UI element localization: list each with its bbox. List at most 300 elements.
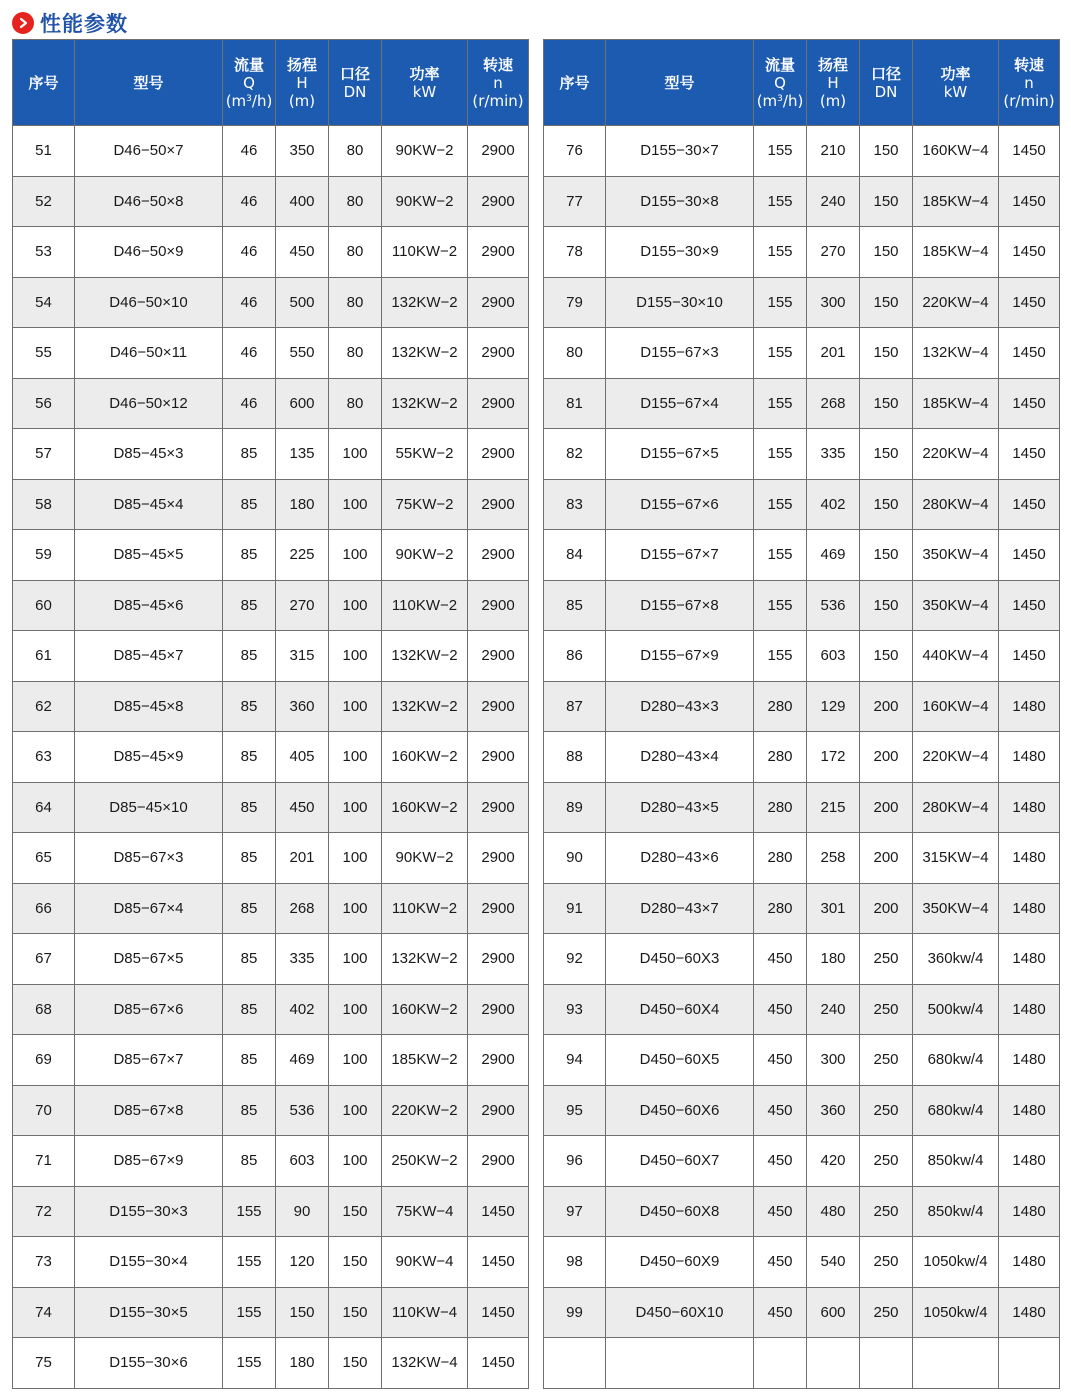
- cell-head: [807, 1338, 860, 1389]
- cell-diameter: 100: [329, 883, 382, 934]
- cell-flow: 155: [223, 1237, 276, 1288]
- cell-speed: 1450: [999, 227, 1060, 278]
- cell-flow: 155: [223, 1186, 276, 1237]
- cell-head: 335: [276, 934, 329, 985]
- cell-power: 350KW−4: [913, 530, 999, 581]
- cell-model: D85−67×7: [75, 1035, 223, 1086]
- table-row: [544, 681, 1060, 732]
- cell-speed: 2900: [468, 580, 529, 631]
- cell-flow: 85: [223, 631, 276, 682]
- cell-model: D155−30×5: [75, 1287, 223, 1338]
- cell-diameter: 150: [860, 176, 913, 227]
- table-row: [544, 227, 1060, 278]
- cell-seq: 55: [13, 328, 75, 379]
- cell-head: 600: [276, 378, 329, 429]
- cell-head: 201: [276, 833, 329, 884]
- cell-head: 603: [807, 631, 860, 682]
- cell-speed: 2900: [468, 1035, 529, 1086]
- cell-head: 90: [276, 1186, 329, 1237]
- cell-model: D155−67×7: [606, 530, 754, 581]
- cell-head: 300: [807, 1035, 860, 1086]
- cell-head: 335: [807, 429, 860, 480]
- cell-diameter: 200: [860, 681, 913, 732]
- cell-flow: 46: [223, 277, 276, 328]
- cell-head: 315: [276, 631, 329, 682]
- cell-seq: 88: [544, 732, 606, 783]
- cell-power: 132KW−4: [382, 1338, 468, 1389]
- cell-power: 185KW−4: [913, 227, 999, 278]
- cell-power: 220KW−2: [382, 1085, 468, 1136]
- cell-flow: 85: [223, 479, 276, 530]
- cell-flow: 85: [223, 580, 276, 631]
- cell-diameter: 250: [860, 1287, 913, 1338]
- cell-power: 90KW−2: [382, 176, 468, 227]
- cell-speed: 1450: [999, 429, 1060, 480]
- cell-seq: 70: [13, 1085, 75, 1136]
- cell-speed: 2900: [468, 378, 529, 429]
- cell-diameter: 150: [860, 530, 913, 581]
- cell-speed: 1480: [999, 934, 1060, 985]
- cell-flow: 280: [754, 883, 807, 934]
- cell-seq: 87: [544, 681, 606, 732]
- cell-power: 90KW−4: [382, 1237, 468, 1288]
- cell-flow: 450: [754, 1237, 807, 1288]
- cell-head: 201: [807, 328, 860, 379]
- cell-diameter: 100: [329, 1136, 382, 1187]
- header-speed: 转速 n (r/min): [468, 40, 529, 126]
- cell-model: D46−50×9: [75, 227, 223, 278]
- table-row: [13, 277, 529, 328]
- cell-power: 132KW−2: [382, 328, 468, 379]
- table-row: [544, 934, 1060, 985]
- cell-power: 850kw/4: [913, 1186, 999, 1237]
- cell-head: 180: [276, 1338, 329, 1389]
- cell-seq: [544, 1338, 606, 1389]
- cell-head: 360: [807, 1085, 860, 1136]
- cell-speed: 1480: [999, 681, 1060, 732]
- cell-seq: 66: [13, 883, 75, 934]
- table-row: [544, 782, 1060, 833]
- cell-head: 180: [807, 934, 860, 985]
- cell-speed: 2900: [468, 681, 529, 732]
- spec-table-right: [543, 39, 1060, 1389]
- cell-flow: 450: [754, 1186, 807, 1237]
- cell-head: 600: [807, 1287, 860, 1338]
- cell-flow: 46: [223, 328, 276, 379]
- header-flow: 流量 Q $(m^3/h)$: [223, 40, 276, 126]
- cell-model: D46−50×10: [75, 277, 223, 328]
- cell-seq: 63: [13, 732, 75, 783]
- cell-head: 270: [807, 227, 860, 278]
- cell-head: 469: [276, 1035, 329, 1086]
- cell-power: 160KW−2: [382, 732, 468, 783]
- cell-diameter: 250: [860, 1186, 913, 1237]
- cell-diameter: 250: [860, 984, 913, 1035]
- cell-speed: 2900: [468, 530, 529, 581]
- cell-head: 180: [276, 479, 329, 530]
- cell-diameter: 150: [860, 429, 913, 480]
- table-row: [13, 681, 529, 732]
- cell-diameter: 150: [860, 378, 913, 429]
- cell-seq: 97: [544, 1186, 606, 1237]
- cell-speed: 1480: [999, 984, 1060, 1035]
- cell-flow: 155: [754, 328, 807, 379]
- cell-model: D450−60X3: [606, 934, 754, 985]
- cell-diameter: 100: [329, 732, 382, 783]
- cell-flow: 155: [754, 227, 807, 278]
- cell-model: D155−67×4: [606, 378, 754, 429]
- cell-power: 160KW−4: [913, 126, 999, 177]
- cell-power: 90KW−2: [382, 126, 468, 177]
- cell-diameter: 100: [329, 1035, 382, 1086]
- cell-head: 402: [276, 984, 329, 1035]
- cell-head: 210: [807, 126, 860, 177]
- cell-speed: 2900: [468, 328, 529, 379]
- cell-model: D46−50×8: [75, 176, 223, 227]
- table-row: [13, 782, 529, 833]
- cell-model: D280−43×7: [606, 883, 754, 934]
- cell-power: 110KW−2: [382, 883, 468, 934]
- cell-diameter: 80: [329, 328, 382, 379]
- cell-power: 132KW−2: [382, 378, 468, 429]
- table-row: [544, 126, 1060, 177]
- cell-model: D85−45×6: [75, 580, 223, 631]
- header-head: 扬程 H (m): [276, 40, 329, 126]
- table-row: [13, 1237, 529, 1288]
- cell-model: D85−67×6: [75, 984, 223, 1035]
- cell-speed: 1450: [999, 328, 1060, 379]
- header-head: 扬程 H (m): [807, 40, 860, 126]
- cell-model: D155−67×3: [606, 328, 754, 379]
- cell-flow: 46: [223, 176, 276, 227]
- cell-speed: 2900: [468, 429, 529, 480]
- cell-seq: 58: [13, 479, 75, 530]
- cell-power: 110KW−2: [382, 227, 468, 278]
- cell-speed: 1450: [468, 1338, 529, 1389]
- cell-model: D450−60X10: [606, 1287, 754, 1338]
- cell-speed: 2900: [468, 1136, 529, 1187]
- cell-diameter: 250: [860, 1085, 913, 1136]
- cell-model: D155−67×9: [606, 631, 754, 682]
- cell-power: 55KW−2: [382, 429, 468, 480]
- cell-model: D85−45×5: [75, 530, 223, 581]
- cell-speed: 1480: [999, 1237, 1060, 1288]
- cell-model: D280−43×3: [606, 681, 754, 732]
- cell-seq: 85: [544, 580, 606, 631]
- header-diameter: 口径 DN: [860, 40, 913, 126]
- header-seq: 序号: [13, 40, 75, 126]
- cell-seq: 71: [13, 1136, 75, 1187]
- cell-diameter: 150: [329, 1186, 382, 1237]
- cell-model: D85−67×9: [75, 1136, 223, 1187]
- cell-flow: 85: [223, 984, 276, 1035]
- cell-flow: [754, 1338, 807, 1389]
- cell-seq: 56: [13, 378, 75, 429]
- table-row: [544, 176, 1060, 227]
- cell-model: D450−60X6: [606, 1085, 754, 1136]
- cell-flow: 280: [754, 833, 807, 884]
- cell-seq: 68: [13, 984, 75, 1035]
- cell-power: 350KW−4: [913, 580, 999, 631]
- cell-power: 500kw/4: [913, 984, 999, 1035]
- cell-diameter: 100: [329, 833, 382, 884]
- cell-power: 440KW−4: [913, 631, 999, 682]
- header-flow: 流量 Q $(m^3/h)$: [754, 40, 807, 126]
- cell-diameter: 250: [860, 934, 913, 985]
- table-row: [544, 580, 1060, 631]
- cell-diameter: 80: [329, 227, 382, 278]
- table-row: [544, 631, 1060, 682]
- cell-model: D280−43×6: [606, 833, 754, 884]
- cell-speed: 1480: [999, 833, 1060, 884]
- header-diameter: 口径 DN: [329, 40, 382, 126]
- cell-seq: 65: [13, 833, 75, 884]
- cell-head: 215: [807, 782, 860, 833]
- cell-speed: 1450: [999, 176, 1060, 227]
- cell-power: 850kw/4: [913, 1136, 999, 1187]
- spec-table-left: [12, 39, 529, 1389]
- table-row: [544, 277, 1060, 328]
- cell-head: 135: [276, 429, 329, 480]
- cell-power: 132KW−4: [913, 328, 999, 379]
- cell-seq: 90: [544, 833, 606, 884]
- cell-power: 160KW−2: [382, 782, 468, 833]
- cell-seq: 57: [13, 429, 75, 480]
- cell-speed: [999, 1338, 1060, 1389]
- cell-flow: 155: [754, 530, 807, 581]
- cell-model: D450−60X5: [606, 1035, 754, 1086]
- cell-seq: 62: [13, 681, 75, 732]
- cell-model: D450−60X9: [606, 1237, 754, 1288]
- table-row: [13, 429, 529, 480]
- cell-diameter: 100: [329, 681, 382, 732]
- table-row: [13, 530, 529, 581]
- cell-speed: 2900: [468, 176, 529, 227]
- cell-speed: 2900: [468, 732, 529, 783]
- cell-speed: 1450: [999, 580, 1060, 631]
- cell-seq: 77: [544, 176, 606, 227]
- cell-diameter: 100: [329, 631, 382, 682]
- cell-seq: 93: [544, 984, 606, 1035]
- cell-speed: 1480: [999, 782, 1060, 833]
- cell-power: 185KW−4: [913, 378, 999, 429]
- cell-model: D450−60X7: [606, 1136, 754, 1187]
- cell-diameter: 100: [329, 782, 382, 833]
- table-row: [13, 732, 529, 783]
- cell-flow: 85: [223, 429, 276, 480]
- cell-seq: 51: [13, 126, 75, 177]
- cell-diameter: 150: [329, 1287, 382, 1338]
- cell-diameter: 100: [329, 934, 382, 985]
- cell-seq: 53: [13, 227, 75, 278]
- cell-seq: 96: [544, 1136, 606, 1187]
- cell-seq: 98: [544, 1237, 606, 1288]
- cell-flow: 85: [223, 732, 276, 783]
- cell-diameter: 200: [860, 782, 913, 833]
- cell-diameter: 150: [860, 328, 913, 379]
- cell-speed: 2900: [468, 782, 529, 833]
- cell-flow: 280: [754, 681, 807, 732]
- cell-speed: 2900: [468, 1085, 529, 1136]
- cell-speed: 1480: [999, 1136, 1060, 1187]
- cell-model: D85−45×10: [75, 782, 223, 833]
- table-row: [544, 1136, 1060, 1187]
- cell-model: D85−45×7: [75, 631, 223, 682]
- cell-diameter: 80: [329, 176, 382, 227]
- cell-speed: 1480: [999, 1287, 1060, 1338]
- cell-model: D85−67×8: [75, 1085, 223, 1136]
- cell-speed: 1480: [999, 1186, 1060, 1237]
- table-row: [544, 1186, 1060, 1237]
- cell-seq: 91: [544, 883, 606, 934]
- cell-seq: 72: [13, 1186, 75, 1237]
- cell-head: 405: [276, 732, 329, 783]
- cell-speed: 1480: [999, 1085, 1060, 1136]
- cell-seq: 83: [544, 479, 606, 530]
- cell-flow: 155: [223, 1338, 276, 1389]
- cell-diameter: 150: [860, 126, 913, 177]
- cell-model: D46−50×11: [75, 328, 223, 379]
- table-row: [13, 883, 529, 934]
- cell-diameter: 150: [329, 1237, 382, 1288]
- cell-seq: 84: [544, 530, 606, 581]
- table-row: [13, 1186, 529, 1237]
- cell-model: D85−67×5: [75, 934, 223, 985]
- cell-diameter: 200: [860, 883, 913, 934]
- table-row: [13, 479, 529, 530]
- cell-speed: 1450: [468, 1237, 529, 1288]
- cell-power: 132KW−2: [382, 277, 468, 328]
- cell-model: D155−30×6: [75, 1338, 223, 1389]
- cell-flow: 85: [223, 883, 276, 934]
- cell-diameter: 250: [860, 1035, 913, 1086]
- cell-speed: 2900: [468, 227, 529, 278]
- cell-power: 90KW−2: [382, 833, 468, 884]
- cell-power: 132KW−2: [382, 681, 468, 732]
- cell-model: D280−43×4: [606, 732, 754, 783]
- cell-power: 185KW−2: [382, 1035, 468, 1086]
- table-row: [544, 378, 1060, 429]
- cell-model: D280−43×5: [606, 782, 754, 833]
- cell-seq: 60: [13, 580, 75, 631]
- table-row: [13, 1035, 529, 1086]
- cell-head: 300: [807, 277, 860, 328]
- table-row: [544, 1237, 1060, 1288]
- cell-seq: 80: [544, 328, 606, 379]
- cell-flow: 46: [223, 378, 276, 429]
- section-title: [12, 8, 128, 38]
- cell-model: D155−67×6: [606, 479, 754, 530]
- cell-power: 90KW−2: [382, 530, 468, 581]
- cell-head: 268: [807, 378, 860, 429]
- cell-flow: 85: [223, 1136, 276, 1187]
- cell-diameter: 100: [329, 580, 382, 631]
- table-row: [544, 883, 1060, 934]
- cell-seq: 74: [13, 1287, 75, 1338]
- cell-power: 160KW−2: [382, 984, 468, 1035]
- cell-head: 150: [276, 1287, 329, 1338]
- cell-flow: 450: [754, 984, 807, 1035]
- cell-seq: 67: [13, 934, 75, 985]
- cell-diameter: 80: [329, 126, 382, 177]
- table-row: [13, 1085, 529, 1136]
- table-row: [13, 833, 529, 884]
- header-model: 型号: [606, 40, 754, 126]
- cell-diameter: 200: [860, 833, 913, 884]
- cell-power: 110KW−4: [382, 1287, 468, 1338]
- cell-diameter: 100: [329, 429, 382, 480]
- cell-speed: 1480: [999, 883, 1060, 934]
- cell-seq: 61: [13, 631, 75, 682]
- cell-seq: 82: [544, 429, 606, 480]
- cell-flow: 155: [754, 378, 807, 429]
- cell-model: D85−45×9: [75, 732, 223, 783]
- cell-model: D155−30×4: [75, 1237, 223, 1288]
- cell-power: 360kw/4: [913, 934, 999, 985]
- header-speed: 转速 n (r/min): [999, 40, 1060, 126]
- cell-power: 75KW−4: [382, 1186, 468, 1237]
- cell-head: 120: [276, 1237, 329, 1288]
- cell-head: 420: [807, 1136, 860, 1187]
- cell-power: 680kw/4: [913, 1085, 999, 1136]
- cell-diameter: 100: [329, 479, 382, 530]
- table-row: [544, 479, 1060, 530]
- cell-model: D85−67×3: [75, 833, 223, 884]
- cell-model: D85−45×8: [75, 681, 223, 732]
- cell-head: 240: [807, 984, 860, 1035]
- cell-head: 536: [276, 1085, 329, 1136]
- cell-speed: 1480: [999, 1035, 1060, 1086]
- cell-seq: 78: [544, 227, 606, 278]
- cell-seq: 76: [544, 126, 606, 177]
- cell-diameter: 150: [860, 631, 913, 682]
- cell-seq: 52: [13, 176, 75, 227]
- cell-flow: 85: [223, 681, 276, 732]
- table-header-row: [13, 40, 529, 126]
- cell-speed: 1450: [468, 1186, 529, 1237]
- cell-head: 450: [276, 227, 329, 278]
- cell-flow: 155: [754, 277, 807, 328]
- cell-head: 402: [807, 479, 860, 530]
- cell-seq: 79: [544, 277, 606, 328]
- cell-flow: 85: [223, 782, 276, 833]
- cell-speed: 1450: [999, 126, 1060, 177]
- play-circle-icon: [12, 12, 34, 34]
- cell-diameter: 150: [860, 227, 913, 278]
- cell-flow: 85: [223, 833, 276, 884]
- cell-diameter: 200: [860, 732, 913, 783]
- cell-power: 680kw/4: [913, 1035, 999, 1086]
- cell-speed: 2900: [468, 126, 529, 177]
- cell-head: 129: [807, 681, 860, 732]
- cell-head: 450: [276, 782, 329, 833]
- page-title: 性能参数: [40, 12, 128, 36]
- table-row: [13, 378, 529, 429]
- cell-head: 480: [807, 1186, 860, 1237]
- cell-speed: 1450: [999, 479, 1060, 530]
- cell-model: D155−67×8: [606, 580, 754, 631]
- header-power: 功率 kW: [913, 40, 999, 126]
- cell-flow: 450: [754, 1136, 807, 1187]
- cell-seq: 92: [544, 934, 606, 985]
- cell-head: 603: [276, 1136, 329, 1187]
- table-row: [544, 429, 1060, 480]
- cell-speed: 2900: [468, 277, 529, 328]
- cell-head: 400: [276, 176, 329, 227]
- cell-flow: 155: [754, 479, 807, 530]
- cell-speed: 2900: [468, 984, 529, 1035]
- cell-flow: 280: [754, 782, 807, 833]
